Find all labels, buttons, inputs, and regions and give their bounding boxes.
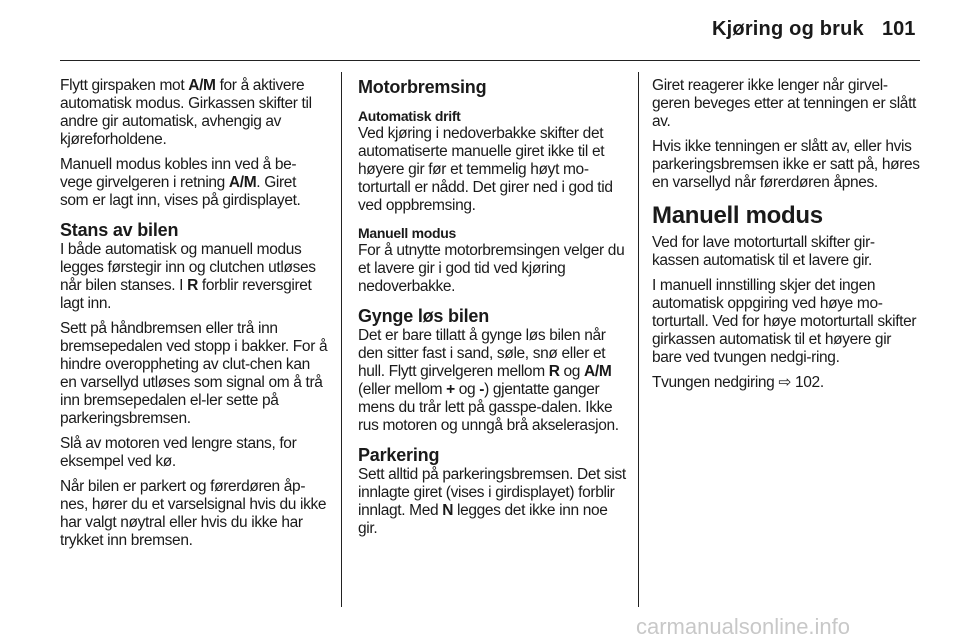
column-divider bbox=[638, 72, 639, 607]
bold-term: - bbox=[479, 381, 485, 398]
paragraph: Ved kjøring i nedoverbakke skifter det automatiserte manuelle giret ikke til et høyere gir før et temmelig høyt mo-torturtall er nådd. Det girer ned i god tid ved oppbremsing. bbox=[358, 125, 613, 214]
bold-term: + bbox=[446, 381, 455, 398]
column-left bbox=[60, 77, 328, 557]
bold-term: A/M bbox=[584, 363, 612, 380]
subheading-manuell-modus: Manuell modus bbox=[358, 225, 456, 241]
paragraph: Det er bare tillatt å gynge løs bilen når den sitter fast i sand, søle, snø eller et hull. Flytt girvelgeren mellom R og A/M (eller mellom + og -) gjentatte ganger mens du trår lett på gasspe-dalen. Ikke rus motoren og unngå brå akselerasjon. bbox=[358, 327, 619, 434]
subheading-automatisk-drift: Automatisk drift bbox=[358, 108, 461, 124]
paragraph: Flytt girspaken mot A/M for å aktivere automatisk modus. Girkassen skifter til andre gir automatisk, avhengig av kjøreforholdene. bbox=[60, 77, 312, 148]
cross-reference[interactable]: Tvungen nedgiring ⇨ 102. bbox=[652, 374, 824, 391]
paragraph: Hvis ikke tenningen er slått av, eller hvis parkeringsbremsen ikke er satt på, høres en varsellyd når førerdøren åpnes. bbox=[652, 138, 920, 191]
header-rule bbox=[60, 60, 920, 61]
paragraph: Ved for lave motorturtall skifter gir-kassen automatisk til et lavere gir. bbox=[652, 234, 875, 269]
arrow-right-icon: ⇨ bbox=[778, 374, 792, 391]
paragraph: Giret reagerer ikke lenger når girvel-geren beveges etter at tenningen er slått av. bbox=[652, 77, 916, 130]
section-title: Kjøring og bruk bbox=[712, 18, 864, 40]
heading-motorbremsing: Motorbremsing bbox=[358, 77, 487, 97]
column-middle bbox=[358, 77, 626, 545]
paragraph: Slå av motoren ved lengre stans, for eksempel ved kø. bbox=[60, 435, 297, 470]
paragraph: I både automatisk og manuell modus legges førstegir inn og clutchen utløses når bilen stanses. I R forblir reversgiret lagt inn. bbox=[60, 241, 316, 312]
bold-term: A/M bbox=[188, 77, 216, 94]
paragraph: Sett alltid på parkeringsbremsen. Det sist innlagte giret (vises i girdisplayet) forblir innlagt. Med N legges det ikke inn noe gir. bbox=[358, 466, 626, 537]
paragraph: For å utnytte motorbremsingen velger du et lavere gir i god tid ved kjøring nedoverbakke. bbox=[358, 242, 625, 295]
bold-term: N bbox=[442, 502, 454, 519]
page-number: 101 bbox=[882, 18, 916, 40]
paragraph: Manuell modus kobles inn ved å be-vege girvelgeren i retning A/M. Giret som er lagt inn, vises på girdisplayet. bbox=[60, 156, 301, 209]
column-divider bbox=[341, 72, 342, 607]
heading-manuell-modus: Manuell modus bbox=[652, 202, 823, 229]
heading-stans-av-bilen: Stans av bilen bbox=[60, 220, 179, 240]
heading-gynge-los-bilen: Gynge løs bilen bbox=[358, 306, 490, 326]
bold-term: R bbox=[548, 363, 560, 380]
bold-term: A/M bbox=[228, 174, 257, 191]
watermark: carmanualsonline.info bbox=[636, 614, 851, 639]
column-right bbox=[652, 77, 920, 399]
bold-term: R bbox=[187, 277, 198, 294]
paragraph: Når bilen er parkert og førerdøren åp-nes, hører du et varselsignal hvis du ikke har valgt nøytral eller hvis du ikke har trykket inn bremsen. bbox=[60, 478, 327, 549]
paragraph: Sett på håndbremsen eller trå inn bremsepedalen ved stopp i bakker. For å hindre overoppheting av clut-chen kan en varsellyd utløses som signal om å trå inn bremsepedalen el-ler sette på parkeringsbremsen. bbox=[60, 320, 328, 427]
page-reference-link[interactable]: 102. bbox=[791, 374, 824, 391]
paragraph: I manuell innstilling skjer det ingen automatisk oppgiring ved høye mo-torturtall. Ved for høye motorturtall skifter girkassen automatisk til et høyere gir bare ved tvungen nedgi-ring. bbox=[652, 277, 917, 366]
heading-parkering: Parkering bbox=[358, 445, 440, 465]
